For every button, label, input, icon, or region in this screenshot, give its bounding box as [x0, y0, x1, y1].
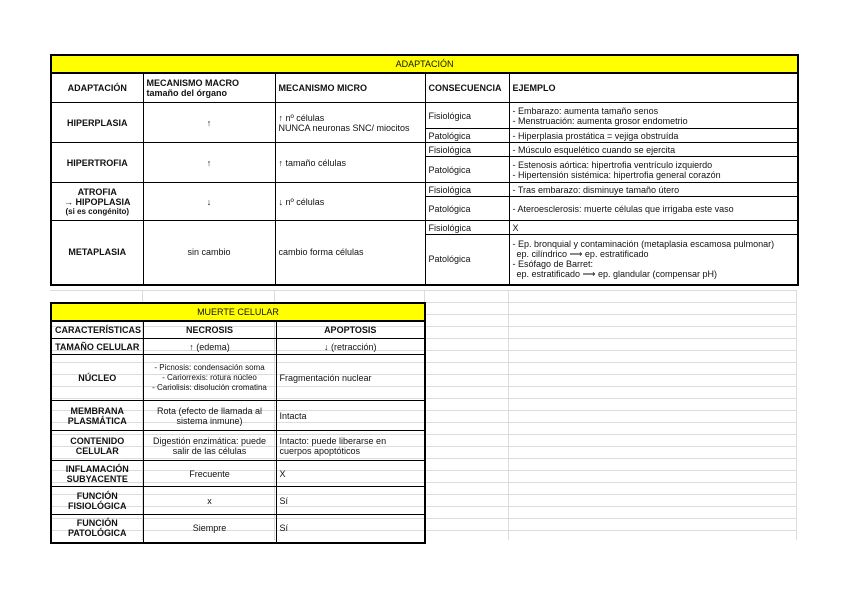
hiperplasia-patologica-ejemplo: - Hiperplasia prostática = vejiga obstruída — [509, 129, 798, 143]
atrofia-fisiologica-ejemplo: - Tras embarazo: disminuye tamaño útero — [509, 183, 798, 197]
nucleo-necrosis: - Picnosis: condensación soma - Cariorrexis: rotura núcleo - Cariolisis: disolución cromatina — [143, 355, 276, 401]
metaplasia-micro: cambio forma células — [275, 221, 425, 285]
adaptacion-title: ADAPTACIÓN — [51, 55, 798, 73]
row-atrofia-name: ATROFIA → HIPOPLASIA (si es congénito) — [51, 183, 143, 221]
header-caracteristicas: CARACTERÍSTICAS — [51, 321, 143, 339]
row-inflamacion-name: INFLAMACIÓN SUBYACENTE — [51, 461, 143, 487]
metaplasia-fisiologica: Fisiológica — [425, 221, 509, 235]
header-ejemplo: EJEMPLO — [509, 73, 798, 103]
contenido-apoptosis: Intacto: puede liberarse en cuerpos apoptóticos — [276, 431, 425, 461]
hipertrofia-fisiologica-ejemplo: - Músculo esquelético cuando se ejercita — [509, 143, 798, 157]
hiperplasia-micro: ↑ nº células NUNCA neuronas SNC/ miocitos — [275, 103, 425, 143]
row-fisiologica-name: FUNCIÓN FISIOLÓGICA — [51, 487, 143, 515]
atrofia-micro: ↓ nº células — [275, 183, 425, 221]
atrofia-macro: ↓ — [143, 183, 275, 221]
hiperplasia-macro: ↑ — [143, 103, 275, 143]
row-metaplasia-name: METAPLASIA — [51, 221, 143, 285]
row-hiperplasia-name: HIPERPLASIA — [51, 103, 143, 143]
metaplasia-macro: sin cambio — [143, 221, 275, 285]
atrofia-patologica-ejemplo: - Ateroesclerosis: muerte células que irrigaba este vaso — [509, 197, 798, 221]
hipertrofia-patologica: Patológica — [425, 157, 509, 183]
row-tamano-name: TAMAÑO CELULAR — [51, 339, 143, 355]
patologica-apoptosis: Sí — [276, 515, 425, 543]
header-micro: MECANISMO MICRO — [275, 73, 425, 103]
hiperplasia-fisiologica: Fisiológica — [425, 103, 509, 129]
metaplasia-fisiologica-ejemplo: X — [509, 221, 798, 235]
muerte-title: MUERTE CELULAR — [51, 303, 425, 321]
row-patologica-name: FUNCIÓN PATOLÓGICA — [51, 515, 143, 543]
inflamacion-necrosis: Frecuente — [143, 461, 276, 487]
header-consecuencia: CONSECUENCIA — [425, 73, 509, 103]
hipertrofia-fisiologica: Fisiológica — [425, 143, 509, 157]
metaplasia-patologica-ejemplo: - Ep. bronquial y contaminación (metaplasia escamosa pulmonar) ep. cilíndrico ⟶ ep. estratificado - Esófago de Barret: ep. estratificado ⟶ ep. glandular (compensar pH) — [509, 235, 798, 285]
membrana-necrosis: Rota (efecto de llamada al sistema inmune) — [143, 401, 276, 431]
atrofia-fisiologica: Fisiológica — [425, 183, 509, 197]
header-adaptacion: ADAPTACIÓN — [51, 73, 143, 103]
hipertrofia-patologica-ejemplo: - Estenosis aórtica: hipertrofia ventrículo izquierdo - Hipertensión sistémica: hipertrofia general corazón — [509, 157, 798, 183]
row-membrana-name: MEMBRANA PLASMÁTICA — [51, 401, 143, 431]
fisiologica-apoptosis: Sí — [276, 487, 425, 515]
nucleo-apoptosis: Fragmentación nuclear — [276, 355, 425, 401]
row-nucleo-name: NÚCLEO — [51, 355, 143, 401]
fisiologica-necrosis: x — [143, 487, 276, 515]
tamano-necrosis: ↑ (edema) — [143, 339, 276, 355]
muerte-celular-table — [50, 302, 426, 544]
atrofia-patologica: Patológica — [425, 197, 509, 221]
hiperplasia-patologica: Patológica — [425, 129, 509, 143]
hiperplasia-fisiologica-ejemplo: - Embarazo: aumenta tamaño senos - Menstruación: aumenta grosor endometrio — [509, 103, 798, 129]
tamano-apoptosis: ↓ (retracción) — [276, 339, 425, 355]
contenido-necrosis: Digestión enzimática: puede salir de las células — [143, 431, 276, 461]
header-apoptosis: APOPTOSIS — [276, 321, 425, 339]
row-hipertrofia-name: HIPERTROFIA — [51, 143, 143, 183]
adaptacion-table — [50, 54, 799, 286]
row-contenido-name: CONTENIDO CELULAR — [51, 431, 143, 461]
membrana-apoptosis: Intacta — [276, 401, 425, 431]
hipertrofia-micro: ↑ tamaño células — [275, 143, 425, 183]
header-necrosis: NECROSIS — [143, 321, 276, 339]
hipertrofia-macro: ↑ — [143, 143, 275, 183]
patologica-necrosis: Siempre — [143, 515, 276, 543]
metaplasia-patologica: Patológica — [425, 235, 509, 285]
header-macro: MECANISMO MACRO tamaño del órgano — [143, 73, 275, 103]
inflamacion-apoptosis: X — [276, 461, 425, 487]
